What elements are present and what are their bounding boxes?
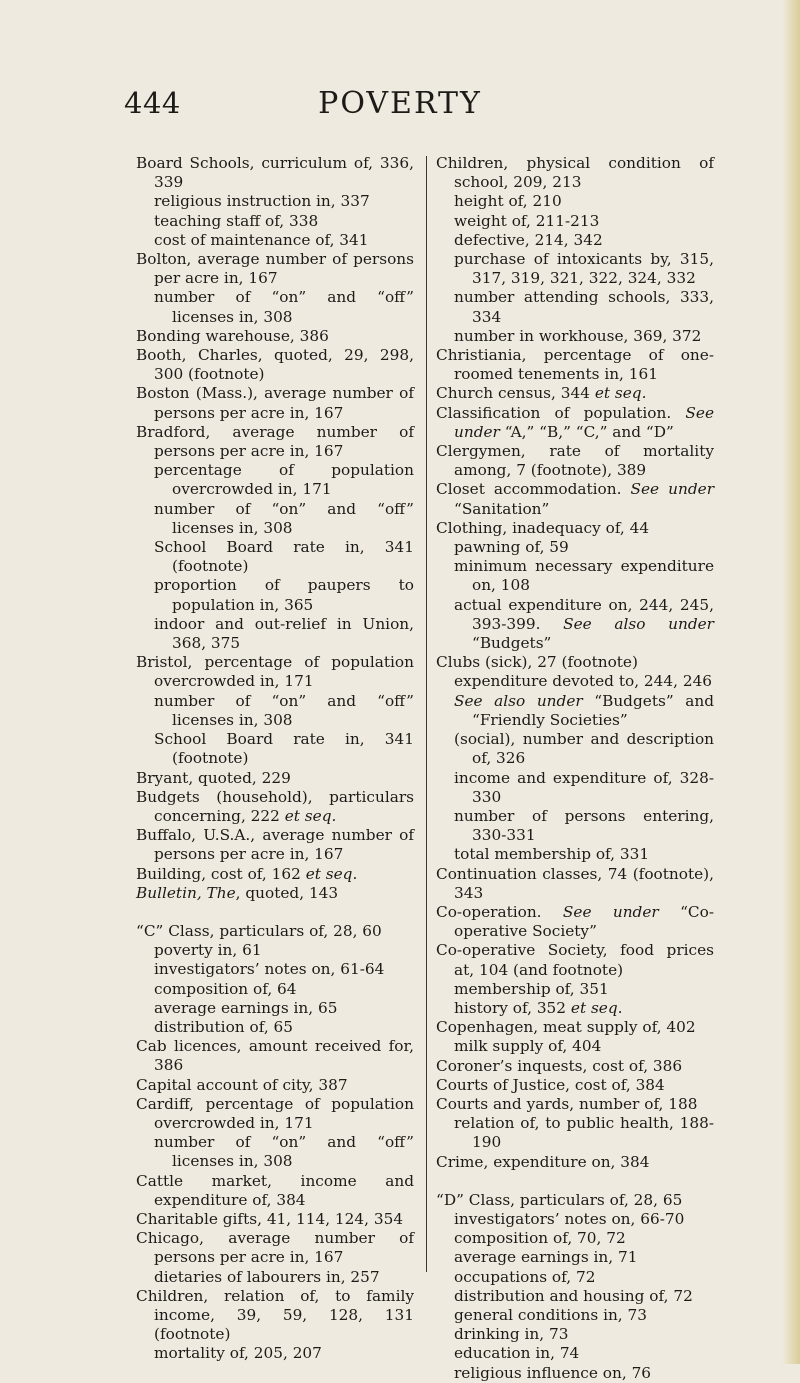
index-subentry: composition of, 64 <box>154 979 297 998</box>
index-subentry: history of, 352 et seq. <box>454 998 623 1017</box>
index-entry: Children, physical condition of school, 209, 213 <box>436 154 714 192</box>
index-subentry: See also under “Budgets” and “Friendly Societies” <box>454 691 714 729</box>
page-header <box>0 86 800 126</box>
index-entry: Bolton, average number of persons per acre in, 167 <box>136 250 414 288</box>
index-entry: Board Schools, curriculum of, 336, 339 <box>136 154 414 192</box>
index-entry: Building, cost of, 162 et seq. <box>136 864 358 883</box>
index-subentry: drinking in, 73 <box>454 1325 569 1344</box>
section-gap <box>136 903 414 922</box>
index-entry: Capital account of city, 387 <box>136 1075 348 1094</box>
index-subentry: relation of, to public health, 188-190 <box>454 1114 714 1152</box>
index-subentry: number of “on” and “off” licenses in, 308 <box>154 1133 414 1171</box>
index-entry: Continuation classes, 74 (footnote), 343 <box>436 864 714 902</box>
page-edge <box>782 0 800 1364</box>
index-entry: Courts and yards, number of, 188 <box>436 1094 698 1113</box>
index-entry: Clubs (sick), 27 (footnote) <box>436 653 638 672</box>
index-subentry: percentage of population overcrowded in, 171 <box>154 461 414 499</box>
index-subentry: investigators’ notes on, 66-70 <box>454 1209 685 1228</box>
index-entry: Cab licences, amount received for, 386 <box>136 1037 414 1075</box>
index-entry: Buffalo, U.S.A., average number of persons per acre in, 167 <box>136 826 414 864</box>
index-subentry: pawning of, 59 <box>454 538 569 557</box>
index-entry: Bonding warehouse, 386 <box>136 326 329 345</box>
index-entry: Cardiff, percentage of population overcrowded in, 171 <box>136 1094 414 1132</box>
index-subentry: poverty in, 61 <box>154 941 262 960</box>
index-subentry: distribution of, 65 <box>154 1017 294 1036</box>
index-subentry: number attending schools, 333, 334 <box>454 288 714 326</box>
index-entry: “C” Class, particulars of, 28, 60 <box>136 921 382 940</box>
index-subentry: (social), number and description of, 326 <box>454 730 714 768</box>
index-subentry: composition of, 70, 72 <box>454 1229 626 1248</box>
index-entry: Boston (Mass.), average number of persons per acre in, 167 <box>136 384 414 422</box>
index-column-right <box>436 154 714 1383</box>
index-subentry: average earnings in, 65 <box>154 998 338 1017</box>
index-entry: Cattle market, income and expenditure of, 384 <box>136 1171 414 1209</box>
index-entry: Children, relation of, to family income, 39, 59, 128, 131 (footnote) <box>136 1286 414 1344</box>
index-subentry: membership of, 351 <box>454 979 609 998</box>
index-subentry: proportion of paupers to population in, 365 <box>154 576 414 614</box>
index-entry: Clergymen, rate of mortality among, 7 (footnote), 389 <box>436 442 714 480</box>
index-subentry: income and expenditure of, 328-330 <box>454 768 714 806</box>
index-subentry: indoor and out-relief in Union, 368, 375 <box>154 614 414 653</box>
index-subentry: cost of maintenance of, 341 <box>154 230 369 249</box>
index-subentry: minimum necessary expenditure on, 108 <box>454 557 714 595</box>
index-column-left <box>136 154 414 1364</box>
index-subentry: mortality of, 205, 207 <box>154 1344 322 1363</box>
index-subentry: defective, 214, 342 <box>454 230 603 249</box>
index-entry: Bryant, quoted, 229 <box>136 768 291 787</box>
index-subentry: expenditure devoted to, 244, 246 <box>454 672 713 691</box>
running-title: POVERTY <box>318 86 482 121</box>
index-entry: Charitable gifts, 41, 114, 124, 354 <box>136 1209 404 1228</box>
index-subentry: number of “on” and “off” licenses in, 308 <box>154 691 414 729</box>
index-subentry: teaching staff of, 338 <box>154 211 319 230</box>
index-entry: Co-operative Society, food prices at, 104 (and footnote) <box>436 941 714 979</box>
index-entry: Booth, Charles, quoted, 29, 298, 300 (footnote) <box>136 346 414 384</box>
section-gap <box>436 1172 714 1191</box>
index-subentry: milk supply of, 404 <box>454 1037 602 1056</box>
index-entry: Church census, 344 et seq. <box>436 384 647 403</box>
index-entry: Christiania, percentage of one-roomed tenements in, 161 <box>436 346 714 384</box>
index-subentry: School Board rate in, 341 (footnote) <box>154 538 414 576</box>
index-entry: Classification of population. See under “A,” “B,” “C,” and “D” <box>436 403 714 441</box>
index-subentry: investigators’ notes on, 61-64 <box>154 960 385 979</box>
index-subentry: weight of, 211-213 <box>454 211 600 230</box>
index-entry: Closet accommodation. See under “Sanitation” <box>436 480 715 518</box>
index-entry: Courts of Justice, cost of, 384 <box>436 1075 665 1094</box>
index-subentry: number of persons entering, 330-331 <box>454 806 714 845</box>
index-subentry: total membership of, 331 <box>454 845 650 864</box>
index-subentry: number of “on” and “off” licenses in, 308 <box>154 499 414 537</box>
index-entry: Bristol, percentage of population overcrowded in, 171 <box>136 653 414 691</box>
index-entry: Budgets (household), particulars concerning, 222 et seq. <box>136 787 414 825</box>
index-subentry: dietaries of labourers in, 257 <box>154 1267 380 1286</box>
index-entry: Crime, expenditure on, 384 <box>436 1152 650 1171</box>
index-subentry: education in, 74 <box>454 1344 580 1363</box>
index-entry: Chicago, average number of persons per acre in, 167 <box>136 1229 414 1267</box>
index-subentry: School Board rate in, 341 (footnote) <box>154 730 414 768</box>
index-subentry: height of, 210 <box>454 192 562 211</box>
index-entry: “D” Class, particulars of, 28, 65 <box>436 1190 683 1209</box>
index-entry: Copenhagen, meat supply of, 402 <box>436 1018 696 1037</box>
index-entry: Clothing, inadequacy of, 44 <box>436 518 650 537</box>
index-subentry: religious influence on, 76 <box>454 1363 652 1382</box>
index-entry: Bulletin, The, quoted, 143 <box>136 883 339 902</box>
index-subentry: religious instruction in, 337 <box>154 192 370 211</box>
index-subentry: general conditions in, 73 <box>454 1305 647 1324</box>
index-subentry: actual expenditure on, 244, 245, 393-399. See also under “Budgets” <box>454 595 714 653</box>
index-subentry: occupations of, 72 <box>454 1267 596 1286</box>
index-subentry: purchase of intoxicants by, 315, 317, 319, 321, 322, 324, 332 <box>454 250 714 288</box>
index-subentry: number of “on” and “off” licenses in, 308 <box>154 288 414 326</box>
page-number: 444 <box>124 86 181 120</box>
index-entry: Co-operation. See under “Co-operative Society” <box>436 902 715 941</box>
index-subentry: average earnings in, 71 <box>454 1248 638 1267</box>
index-entry: Coroner’s inquests, cost of, 386 <box>436 1056 683 1075</box>
index-subentry: distribution and housing of, 72 <box>454 1286 693 1305</box>
index-subentry: number in workhouse, 369, 372 <box>454 326 702 345</box>
index-entry: Bradford, average number of persons per acre in, 167 <box>136 422 414 461</box>
column-divider <box>426 156 427 1272</box>
